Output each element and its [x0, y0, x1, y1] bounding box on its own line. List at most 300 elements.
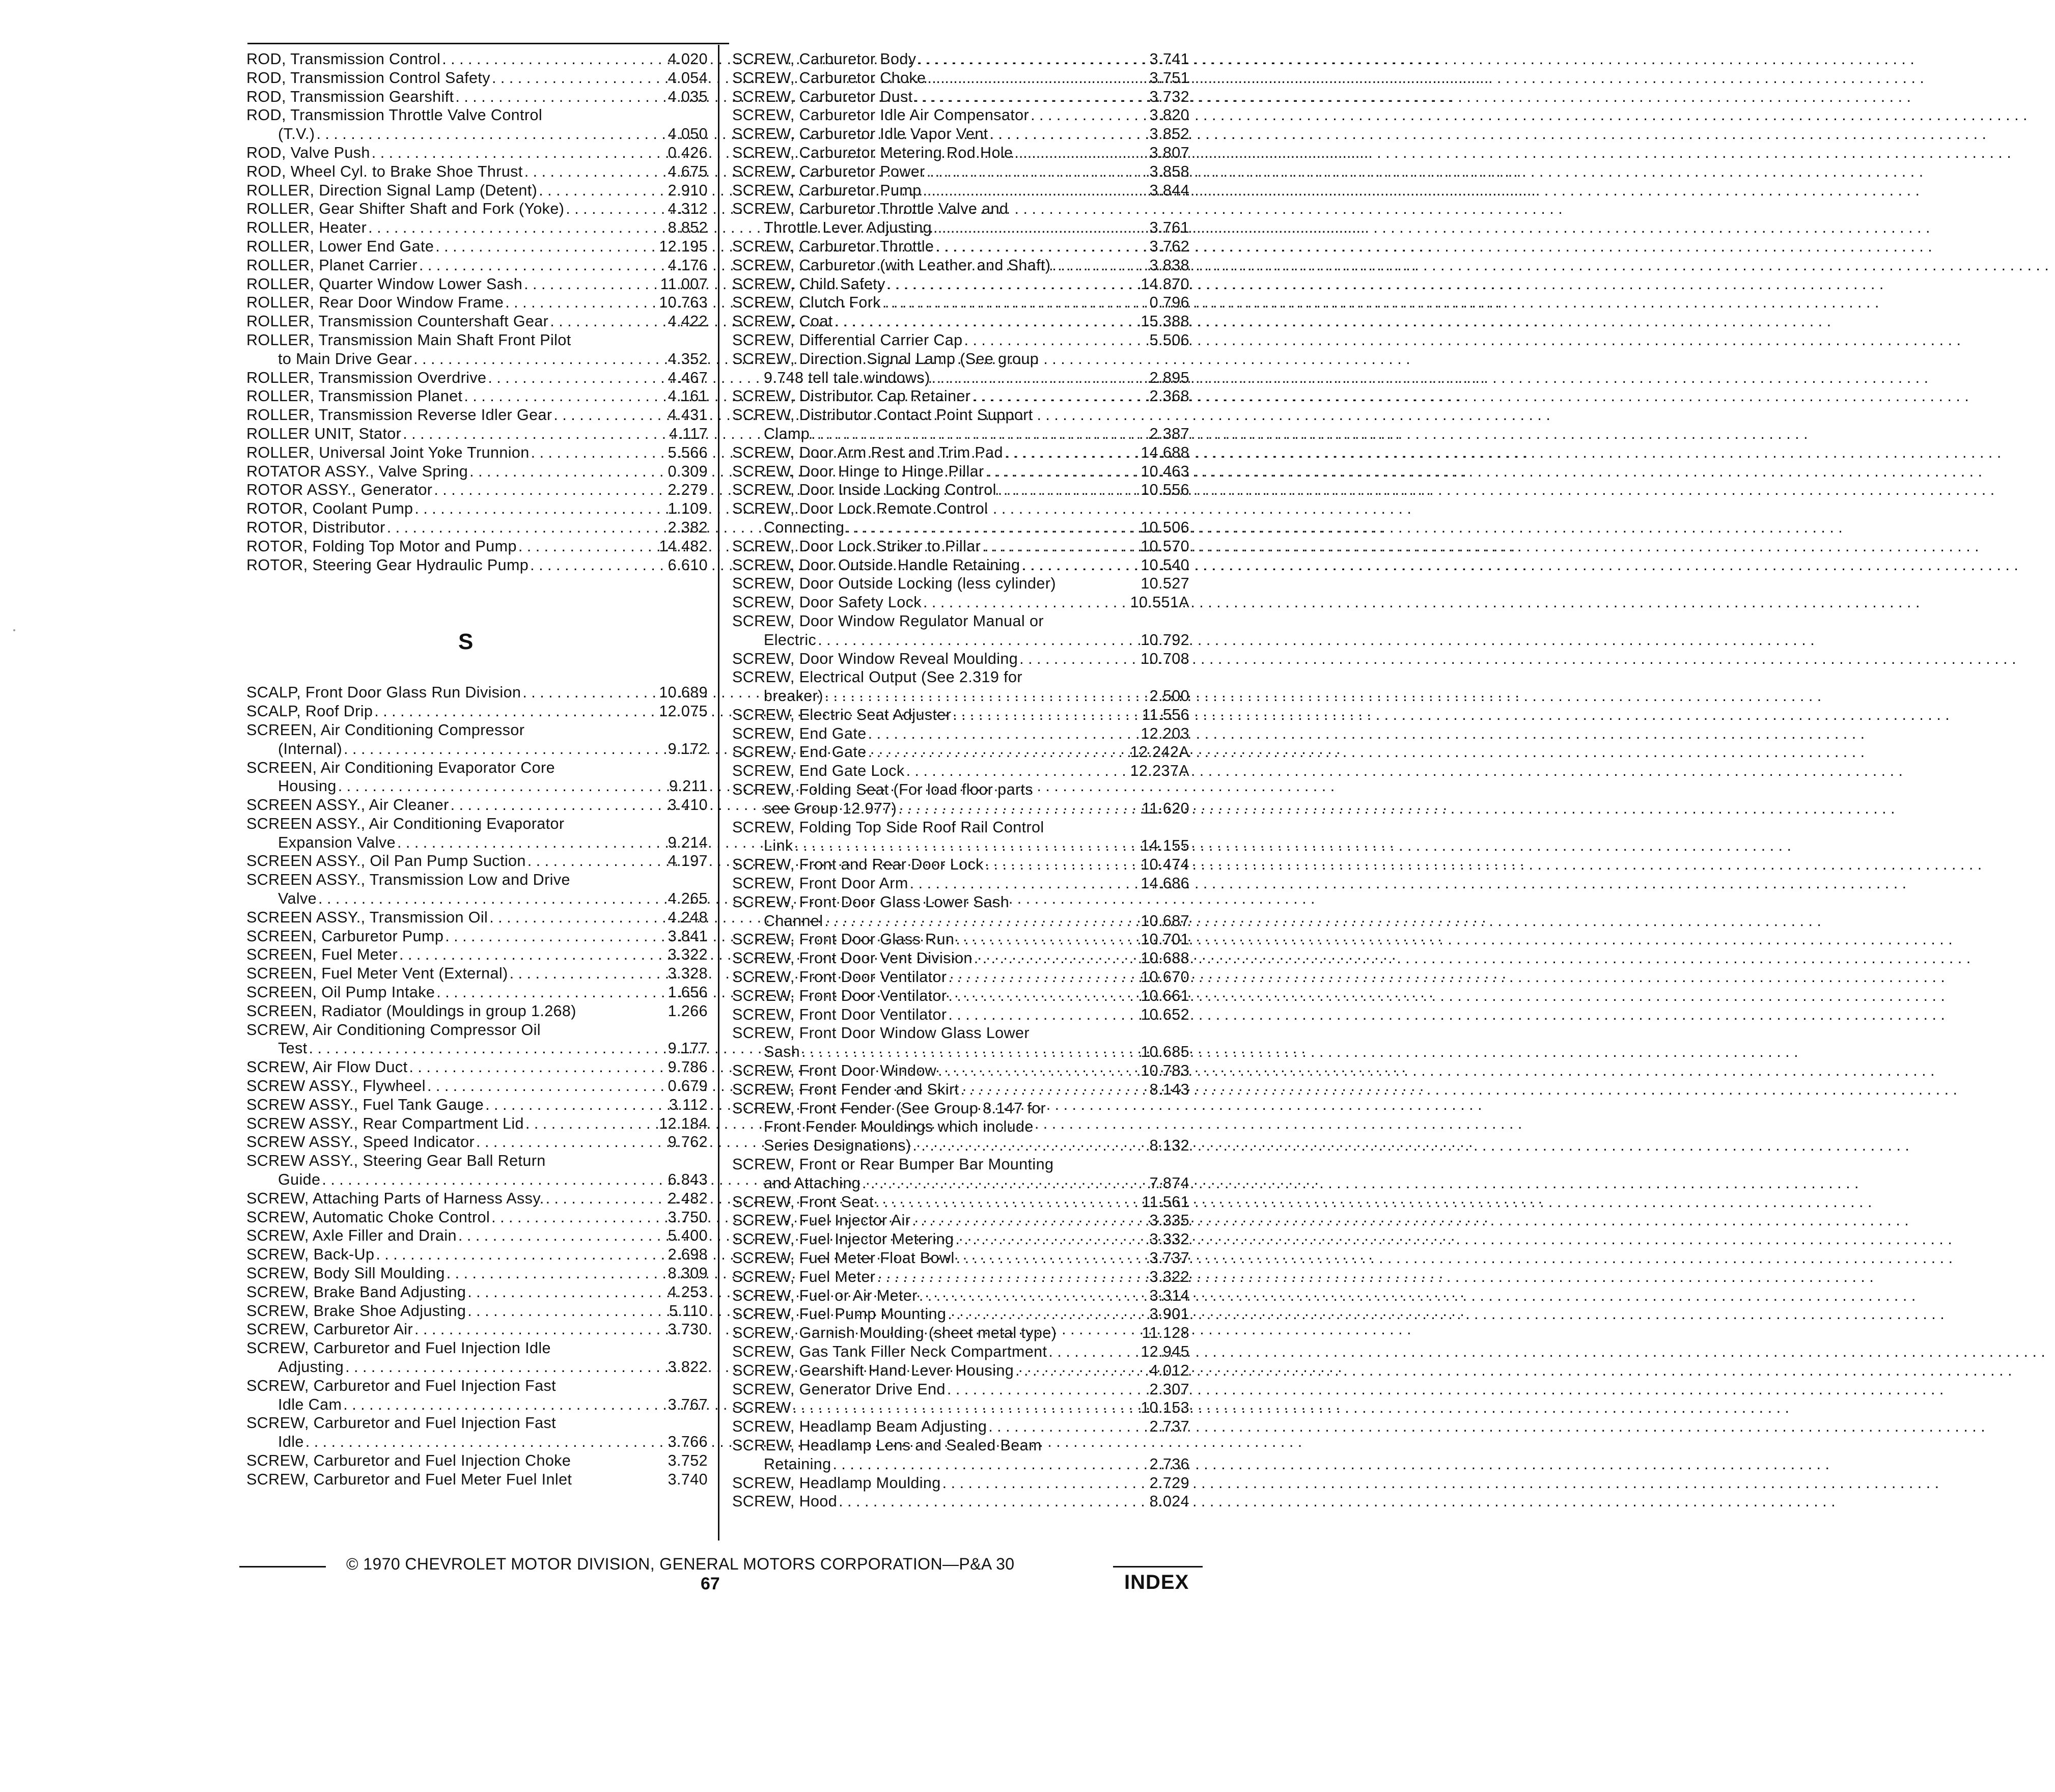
index-entry	[246, 387, 708, 406]
entry-text: ROLLER, Rear Door Window Frame	[246, 294, 504, 312]
entry-text: ROLLER, Direction Signal Lamp (Detent)	[246, 181, 538, 199]
entry-text: SCREW, Child Safety	[732, 275, 885, 293]
index-entry	[246, 1451, 708, 1470]
dot-leader	[911, 1136, 1124, 1155]
index-entry	[246, 237, 708, 256]
group-number: 10.506	[1141, 518, 1189, 536]
dot-leader	[530, 443, 643, 462]
entry-text: SCALP, Front Door Glass Run Division	[246, 684, 521, 702]
group-number: 11.007	[660, 275, 708, 293]
group-number: 10.463	[1141, 462, 1189, 480]
dot-leader	[407, 1058, 643, 1077]
index-entry	[732, 106, 1189, 125]
entry-text: SCREW, Carburetor Pump	[732, 181, 922, 199]
dot-leader	[791, 1398, 1124, 1417]
entry-text: SCREW, Carburetor Body	[732, 50, 917, 68]
index-entry	[732, 1043, 1189, 1061]
index-entry	[732, 1492, 1189, 1511]
group-number: 14.482	[659, 537, 708, 555]
group-number: 4.431	[668, 406, 708, 424]
index-entry	[732, 237, 1189, 256]
index-entry	[246, 256, 708, 275]
dot-leader	[897, 799, 1124, 818]
group-number: 4.675	[668, 162, 708, 180]
dot-leader	[922, 181, 1124, 200]
dot-leader	[867, 724, 1124, 743]
entry-text: SCREW, Fuel or Air Meter	[732, 1286, 918, 1304]
group-number: 8.852	[668, 219, 708, 237]
dot-leader	[373, 702, 643, 721]
group-number: 11.128	[1142, 1324, 1189, 1342]
dot-leader	[443, 927, 643, 946]
index-entry: SCREW, Electrical Output (See 2.319 for	[732, 668, 1022, 686]
group-number: 10.527	[1141, 575, 1189, 593]
index-entry	[246, 200, 708, 218]
group-number: 4.035	[668, 88, 708, 105]
dot-leader	[930, 369, 1124, 387]
entry-text: SCREW, Brake Shoe Adjusting	[246, 1302, 466, 1320]
top-rule	[247, 43, 729, 44]
index-entry: SCREW, Front Fender (See Group 8.147 for	[732, 1099, 1046, 1117]
entry-text: Expansion Valve	[278, 833, 396, 851]
dot-leader	[337, 777, 643, 796]
group-number: 4.012	[1149, 1361, 1189, 1379]
entry-text: SCREW, Fuel Meter Float Bowl	[732, 1249, 955, 1267]
entry-text: SCREEN ASSY., Transmission Oil	[246, 908, 488, 926]
group-number: 14.155	[1141, 837, 1189, 855]
entry-text: SCREW, Carburetor Air	[246, 1321, 413, 1338]
entry-text: SCREW, Fuel Meter	[732, 1268, 876, 1285]
entry-text: SCREW, Carburetor Metering Rod Hole	[732, 144, 1013, 161]
index-entry	[732, 275, 1189, 294]
index-entry	[246, 1358, 708, 1377]
group-number: 9.211	[669, 777, 708, 795]
index-entry: SCREW, Carburetor Throttle Valve and	[732, 200, 1009, 218]
group-number: 0.679	[668, 1077, 708, 1095]
index-entry	[732, 293, 1189, 312]
entry-text: SCREW, Gearshift Hand Lever Housing	[732, 1361, 1014, 1379]
index-entry	[732, 724, 1189, 743]
entry-text: ROLLER, Universal Joint Yoke Trunnion	[246, 443, 530, 461]
entry-text: SCREW, Front Door Ventilator	[732, 968, 947, 986]
dot-leader	[867, 743, 1124, 762]
group-number: 10.670	[1141, 968, 1189, 986]
entry-text: Electric	[764, 631, 817, 649]
entry-text: SCREW, Front and Rear Door Lock	[732, 856, 984, 874]
index-entry	[732, 930, 1189, 949]
index-entry	[732, 968, 1189, 987]
group-number: 8.309	[668, 1265, 708, 1282]
index-entry: SCREW, Distributor Contact Point Support	[732, 406, 1033, 424]
dot-leader	[490, 69, 643, 88]
entry-text: ROLLER UNIT, Stator	[246, 425, 402, 442]
entry-text: SCREEN ASSY., Air Cleaner	[246, 796, 449, 814]
group-number: 3.751	[1149, 69, 1189, 87]
group-number: 4.117	[669, 425, 708, 442]
entry-text: SCALP, Roof Drip	[246, 703, 373, 720]
group-number: 4.312	[668, 200, 708, 218]
group-number: 10.551A	[1130, 594, 1189, 611]
entry-text: ROD, Transmission Control	[246, 50, 441, 68]
index-entry	[732, 162, 1189, 181]
dot-leader	[435, 983, 643, 1002]
index-entry: SCREW, Front or Rear Bumper Bar Mounting	[732, 1156, 1054, 1173]
dot-leader	[905, 762, 1124, 780]
index-entry	[246, 740, 708, 759]
entry-text: SCREW, Front Door Arm	[732, 875, 908, 892]
dot-leader	[426, 1077, 643, 1096]
index-group-screw	[732, 50, 1189, 1511]
group-number: 4.352	[668, 350, 708, 368]
entry-text: SCREW, Front Door Window	[732, 1062, 937, 1080]
index-entry	[732, 1005, 1189, 1024]
group-number: 7.874	[1149, 1174, 1189, 1192]
entry-text: ROLLER, Lower End Gate	[246, 237, 434, 255]
dot-leader	[987, 1417, 1124, 1436]
index-entry	[732, 425, 1189, 443]
index-group-s	[246, 683, 708, 1489]
dot-leader	[466, 1283, 643, 1302]
entry-text: SCREW, Door Inside Locking Control	[732, 481, 996, 499]
group-number: 10.153	[1141, 1399, 1189, 1417]
dot-leader	[970, 387, 1124, 406]
index-entry	[246, 683, 708, 702]
index-entry: SCREW, Folding Top Side Roof Rail Control	[732, 818, 1044, 836]
index-entry	[246, 88, 708, 106]
index-entry	[246, 1226, 708, 1245]
dot-leader	[508, 964, 643, 983]
entry-text: Retaining	[764, 1455, 831, 1473]
dot-leader	[490, 1208, 643, 1227]
group-number: 2.279	[668, 481, 708, 499]
entry-text: ROTOR ASSY., Generator	[246, 481, 433, 499]
index-entry	[246, 181, 708, 200]
dot-leader	[837, 1492, 1124, 1511]
dot-leader	[552, 406, 643, 425]
index-entry	[732, 762, 1189, 780]
group-number: 3.844	[1149, 181, 1189, 199]
index-entry	[732, 144, 1189, 162]
dot-leader	[932, 218, 1124, 237]
entry-text: SCREW, Carburetor Choke	[732, 69, 926, 87]
dot-leader	[454, 88, 643, 106]
dot-leader	[488, 908, 643, 927]
entry-text: ROTATOR ASSY., Valve Spring	[246, 462, 468, 480]
index-entry	[246, 1114, 708, 1133]
dot-leader	[344, 1358, 643, 1377]
entry-text: SCREW, Coat	[732, 313, 833, 330]
index-entry	[246, 1302, 708, 1321]
group-number: 2.698	[668, 1246, 708, 1264]
group-number: 10.688	[1141, 949, 1189, 967]
index-entry	[246, 1395, 708, 1414]
dot-leader	[434, 237, 643, 256]
group-number: 4.050	[668, 125, 708, 143]
dot-leader	[947, 987, 1124, 1005]
index-entry	[246, 312, 708, 331]
group-number: 4.054	[668, 69, 708, 87]
dot-leader	[396, 833, 643, 852]
index-entry	[246, 1433, 708, 1451]
index-entry: SCREEN ASSY., Air Conditioning Evaporator	[246, 815, 565, 832]
group-number: 3.737	[1149, 1249, 1189, 1267]
dot-leader	[1020, 556, 1124, 575]
index-entry	[732, 181, 1189, 200]
entry-text: SCREW, Body Sill Moulding	[246, 1265, 445, 1282]
index-entry	[732, 799, 1189, 818]
entry-text: SCREW ASSY., Speed Indicator	[246, 1133, 475, 1151]
entry-text: Throttle Lever Adjusting	[764, 219, 932, 237]
entry-text: Guide	[278, 1171, 321, 1189]
dot-leader	[486, 369, 643, 387]
dot-leader	[475, 1133, 643, 1152]
group-number: 15.388	[1141, 313, 1189, 330]
index-entry	[246, 945, 708, 964]
group-number: 8.132	[1149, 1137, 1189, 1155]
entry-text: SCREW, Brake Band Adjusting	[246, 1283, 466, 1301]
dot-leader	[793, 836, 1124, 855]
entry-text: SCREW, Electric Seat Adjuster	[732, 706, 952, 723]
group-number: 3.740	[668, 1470, 708, 1488]
dot-leader	[398, 945, 643, 964]
index-entry	[732, 650, 1189, 668]
entry-text: SCREEN, Fuel Meter Vent (External)	[246, 965, 508, 983]
index-entry	[246, 50, 708, 69]
group-number: 4.467	[668, 369, 708, 386]
index-entry	[246, 125, 708, 144]
group-number: 3.766	[668, 1433, 708, 1451]
index-entry	[732, 743, 1189, 762]
section-label: INDEX	[1124, 1571, 1189, 1593]
dot-leader	[440, 50, 643, 69]
dot-leader	[564, 200, 643, 218]
entry-text: ROLLER, Transmission Planet	[246, 387, 463, 405]
index-entry: SCREW, Door Lock Remote Control	[732, 500, 988, 518]
index-entry	[732, 1361, 1189, 1380]
index-entry	[246, 1283, 708, 1302]
group-number: 11.620	[1142, 799, 1189, 817]
dot-leader	[1014, 1361, 1124, 1380]
index-entry: SCREW, Folding Seat (For load floor parts	[732, 781, 1034, 799]
dot-leader	[885, 275, 1124, 294]
dot-leader	[462, 387, 643, 406]
index-entry: SCREW, Air Conditioning Compressor Oil	[246, 1021, 541, 1039]
dot-leader	[810, 425, 1124, 443]
group-number: 14.688	[1141, 443, 1189, 461]
dot-leader	[413, 1320, 643, 1339]
index-entry	[732, 312, 1189, 331]
dot-leader	[317, 889, 643, 908]
index-entry	[246, 369, 708, 387]
entry-text: SCREW, Door Outside Locking (less cylinder)	[732, 575, 1056, 593]
entry-text: SCREW, Attaching Parts of Harness Assy.	[246, 1189, 544, 1207]
entry-text: SCREW, Fuel Pump Mounting	[732, 1305, 947, 1323]
index-entry: SCREW, Carburetor and Fuel Injection Fast	[246, 1414, 557, 1432]
index-entry: ROLLER, Transmission Main Shaft Front Pilot	[246, 331, 571, 349]
index-entry	[246, 425, 708, 443]
group-number: 10.540	[1141, 556, 1189, 574]
index-entry	[246, 69, 708, 88]
dot-leader	[908, 874, 1124, 893]
dot-leader	[342, 740, 643, 759]
group-number: 8.024	[1149, 1493, 1189, 1510]
group-number: 10.763	[659, 294, 708, 312]
group-number: 10.474	[1141, 856, 1189, 874]
dot-leader	[449, 796, 643, 815]
entry-text: SCREW, Distributor Cap Retainer	[732, 387, 971, 405]
index-entry	[732, 556, 1189, 575]
index-entry	[246, 537, 708, 556]
group-number: 9.762	[668, 1133, 708, 1151]
entry-text: SCREW, Fuel Injector Metering	[732, 1230, 954, 1248]
group-number: 3.741	[1149, 50, 1189, 68]
group-number: 3.730	[668, 1321, 708, 1338]
entry-text: (Internal)	[278, 740, 343, 758]
index-entry	[732, 912, 1189, 931]
group-number: 3.838	[1149, 256, 1189, 274]
entry-text: Valve	[278, 890, 317, 908]
dot-leader	[320, 1170, 643, 1189]
index-entry	[246, 218, 708, 237]
index-entry: Front Fender Mouldings which include	[764, 1118, 1034, 1136]
dot-leader	[955, 1249, 1124, 1268]
index-entry	[732, 706, 1189, 724]
group-number: 12.242A	[1130, 743, 1189, 761]
dot-leader	[385, 518, 643, 537]
index-entry	[246, 162, 708, 181]
dot-leader	[526, 852, 643, 871]
entry-text: breaker)	[764, 687, 823, 705]
dot-leader	[1047, 1342, 1124, 1361]
entry-text: ROTOR, Folding Top Motor and Pump	[246, 537, 517, 555]
entry-text: (T.V.)	[278, 125, 315, 143]
entry-text: SCREW, Air Flow Duct	[246, 1058, 408, 1076]
index-entry	[246, 1320, 708, 1339]
page-number: 67	[701, 1574, 720, 1593]
footer-rule-left	[239, 1566, 326, 1567]
entry-text: ROD, Transmission Control Safety	[246, 69, 490, 87]
index-entry	[732, 537, 1189, 556]
entry-text: SCREW, Door Outside Handle Retaining	[732, 556, 1020, 574]
entry-text: SCREW, Front Door Vent Division	[732, 949, 973, 967]
index-entry: ROD, Transmission Throttle Valve Control	[246, 106, 543, 124]
entry-text: ROLLER, Transmission Countershaft Gear	[246, 313, 549, 330]
dot-leader	[981, 537, 1124, 556]
group-number: 6.610	[668, 556, 708, 574]
entry-text: SCREW, End Gate	[732, 743, 867, 761]
entry-text: SCREW, Carburetor Power	[732, 162, 925, 180]
dot-leader	[1018, 650, 1124, 668]
dot-leader	[315, 125, 643, 144]
group-number: 12.945	[1141, 1342, 1189, 1360]
group-number: 4.197	[668, 852, 708, 870]
index-entry	[246, 796, 708, 815]
group-number: 11.556	[1142, 706, 1189, 723]
group-number: 3.852	[1149, 125, 1189, 143]
dot-leader	[457, 1226, 643, 1245]
dot-leader	[484, 1096, 643, 1114]
entry-text: ROD, Transmission Gearshift	[246, 88, 454, 105]
index-entry	[246, 908, 708, 927]
group-number: 10.792	[1141, 631, 1189, 649]
entry-text: ROLLER, Heater	[246, 219, 367, 237]
index-entry	[732, 125, 1189, 144]
dot-leader	[1003, 443, 1124, 462]
dot-leader	[946, 1380, 1124, 1399]
group-number: 10.556	[1141, 481, 1189, 499]
group-number: 4.248	[668, 908, 708, 926]
index-entry	[732, 462, 1189, 481]
group-number: 3.314	[1149, 1286, 1189, 1304]
entry-text: SCREW, End Gate	[732, 724, 867, 742]
group-number: 3.762	[1149, 237, 1189, 255]
entry-text: SCREW, End Gate Lock	[732, 762, 905, 780]
entry-text: SCREW, Clutch Fork	[732, 294, 881, 312]
dot-leader	[432, 481, 643, 499]
group-number: 4.020	[668, 50, 708, 68]
dot-leader	[936, 1061, 1124, 1080]
entry-text: SCREW, Headlamp Moulding	[732, 1474, 941, 1492]
group-number: 10.661	[1141, 987, 1189, 1004]
index-entry	[732, 331, 1189, 350]
entry-text: SCREW, Headlamp Beam Adjusting	[732, 1418, 987, 1436]
group-number: 3.112	[669, 1096, 708, 1113]
dot-leader	[529, 556, 643, 575]
group-number: 10.708	[1141, 650, 1189, 667]
group-number: 14.870	[1141, 275, 1189, 293]
copyright-notice: © 1970 CHEVROLET MOTOR DIVISION, GENERAL MOTORS CORPORATION—P&A 30	[346, 1555, 1015, 1573]
group-number: 14.686	[1141, 875, 1189, 892]
dot-leader	[875, 1268, 1124, 1286]
index-entry	[246, 1096, 708, 1114]
group-number: 10.685	[1141, 1043, 1189, 1061]
entry-text: SCREW, Carburetor Throttle	[732, 237, 934, 255]
entry-text: SCREW, Generator Drive End	[732, 1380, 946, 1398]
index-entry: SCREEN ASSY., Transmission Low and Drive	[246, 871, 570, 889]
section-gap	[246, 574, 708, 683]
index-entry: SCREEN, Air Conditioning Evaporator Core	[246, 759, 555, 776]
index-entry	[246, 499, 708, 518]
group-number: 2.729	[1149, 1474, 1189, 1492]
entry-text: SCREW, Carburetor Idle Air Compensator	[732, 106, 1030, 124]
entry-text: SCREW, Back-Up	[246, 1246, 375, 1264]
index-entry	[246, 443, 708, 462]
group-number: 3.332	[1149, 1230, 1189, 1248]
entry-text: SCREW ASSY., Flywheel	[246, 1077, 426, 1095]
group-number: 2.307	[1149, 1380, 1189, 1398]
group-number: 9.172	[668, 740, 708, 758]
entry-text: Link	[764, 837, 793, 855]
entry-text: see Group 12.977)	[764, 799, 897, 817]
entry-text: ROD, Valve Push	[246, 144, 370, 161]
index-entry	[732, 574, 1189, 593]
dot-leader	[370, 144, 643, 162]
entry-text: ROTOR, Distributor	[246, 518, 385, 536]
index-entry	[732, 949, 1189, 968]
dot-leader	[304, 1433, 643, 1451]
dot-leader	[916, 50, 1124, 69]
index-entry	[732, 1417, 1189, 1436]
group-number: 3.841	[668, 927, 708, 945]
group-number: 3.732	[1149, 88, 1189, 105]
dot-leader	[954, 930, 1124, 949]
index-entry	[732, 443, 1189, 462]
dot-leader	[918, 1286, 1124, 1305]
dot-leader	[946, 1305, 1124, 1324]
group-number: 9.786	[668, 1058, 708, 1076]
entry-text: ROTOR, Steering Gear Hydraulic Pump	[246, 556, 529, 574]
index-entry	[246, 964, 708, 983]
